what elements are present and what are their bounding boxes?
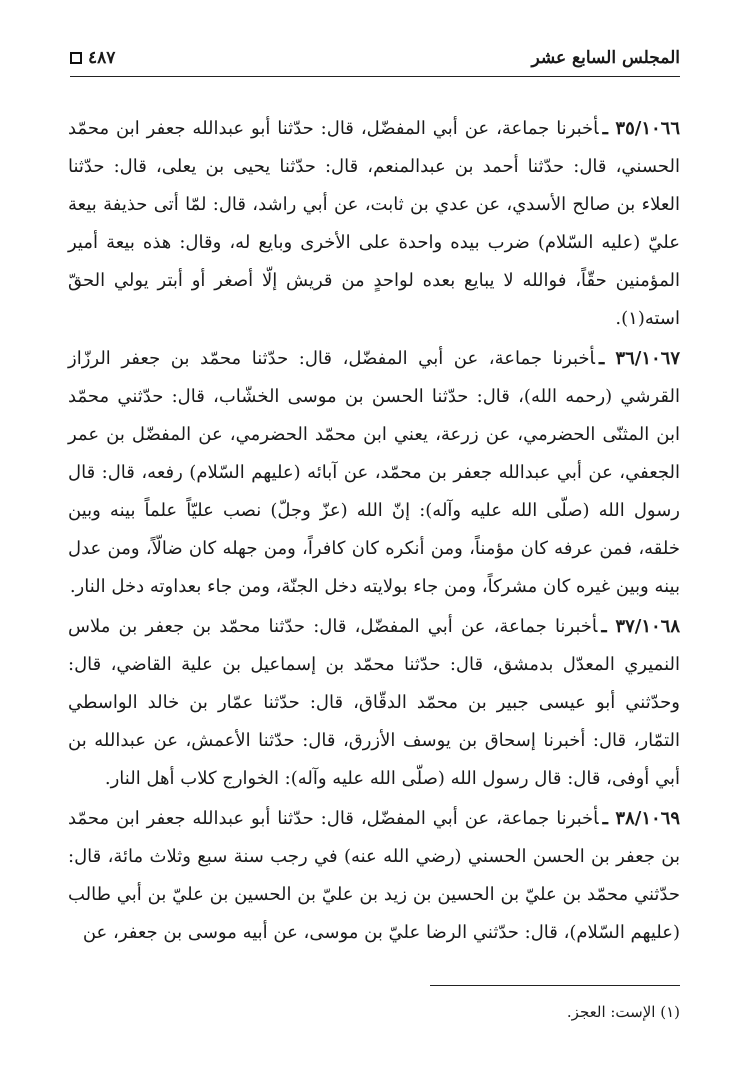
hadith-text: أخبرنا جماعة، عن أبي المفضّل، قال: حدّثنا أبو عبدالله جعفر ابن محمّد بن جعفر بن الحسن الحسني (رضي الله عنه) في رجب سنة سبع وثلاث مائة، قال: حدّثني محمّد بن عليّ بن الحسين بن زيد بن عليّ بن الحسين بن عليّ بن أبي طالب (عليهم السّلام)، قال: حدّثني الرضا عليّ بن موسى، عن أبيه موسى بن جعفر، عن <box>68 808 680 943</box>
running-title: المجلس السابع عشر <box>531 48 680 68</box>
hadith-number: ٣٥/١٠٦٦ ـ <box>602 118 680 139</box>
hadith-number: ٣٨/١٠٦٩ ـ <box>602 808 680 829</box>
page-number-box <box>70 48 115 68</box>
hadith-text: أخبرنا جماعة، عن أبي المفضّل، قال: حدّثنا محمّد بن جعفر بن ملاس النميري المعدّل بدمشق، قال: حدّثنا محمّد بن إسماعيل بن علية القاضي، قال: وحدّثني أبو عيسى جبير بن محمّد الدقّاق، قال: حدّثنا عمّار بن خالد الواسطي التمّار، قال: أخبرنا إسحاق بن يوسف الأزرق، قال: حدّثنا الأعمش، عن عبدالله بن أبي أوفى، قال: قال رسول الله (صلّى الله عليه وآله): الخوارج كلاب أهل النار. <box>68 616 680 789</box>
hadith-text: أخبرنا جماعة، عن أبي المفضّل، قال: حدّثنا محمّد بن جعفر الرزّاز القرشي (رحمه الله)، قال: حدّثنا الحسن بن موسى الخشّاب، قال: حدّثني محمّد ابن المثنّى الحضرمي، عن زرعة، يعني ابن محمّد الحضرمي، عن المفضّل بن عمر الجعفي، عن أبي عبدالله جعفر بن محمّد، عن آبائه (عليهم السّلام) رفعه، قال: قال رسول الله (صلّى الله عليه وآله): إنّ الله (عزّ وجلّ) نصب عليّاً علماً بينه وبين خلقه، فمن عرفه كان مؤمناً، ومن أنكره كان كافراً، ومن جهله كان ضالّاً، ومن عدل بينه وبين غيره كان مشركاً، ومن جاء بولايته دخل الجنّة، ومن جاء بعداوته دخل النار. <box>68 348 680 597</box>
page-number: ٤٨٧ <box>88 48 116 68</box>
hadith-number: ٣٦/١٠٦٧ ـ <box>599 348 680 369</box>
hadith-paragraph-3 <box>68 608 680 798</box>
page-header <box>70 40 680 77</box>
square-icon <box>70 52 82 64</box>
hadith-number: ٣٧/١٠٦٨ ـ <box>601 616 680 637</box>
hadith-paragraph-1 <box>68 110 680 338</box>
footnote: (١) الإست: العجز. <box>566 1003 680 1021</box>
body-text <box>68 110 680 954</box>
hadith-paragraph-4 <box>68 800 680 952</box>
hadith-text: أخبرنا جماعة، عن أبي المفضّل، قال: حدّثنا أبو عبدالله جعفر ابن محمّد الحسني، قال: حدّثنا أحمد بن عبدالمنعم، قال: حدّثنا يحيى بن يعلى، قال: حدّثنا العلاء بن صالح الأسدي، عن عدي بن ثابت، عن أبي راشد، قال: لمّا أتى حذيفة بيعة عليّ (عليه السّلام) ضرب بيده واحدة على الأخرى وبايع له، وقال: هذه بيعة أمير المؤمنين حقّاً، فوالله لا يبايع بعده لواحدٍ من قريش إلّا أصغر أو أبتر يولي الحقّ استه(١). <box>68 118 680 329</box>
footnote-divider <box>430 985 680 986</box>
hadith-paragraph-2 <box>68 340 680 606</box>
